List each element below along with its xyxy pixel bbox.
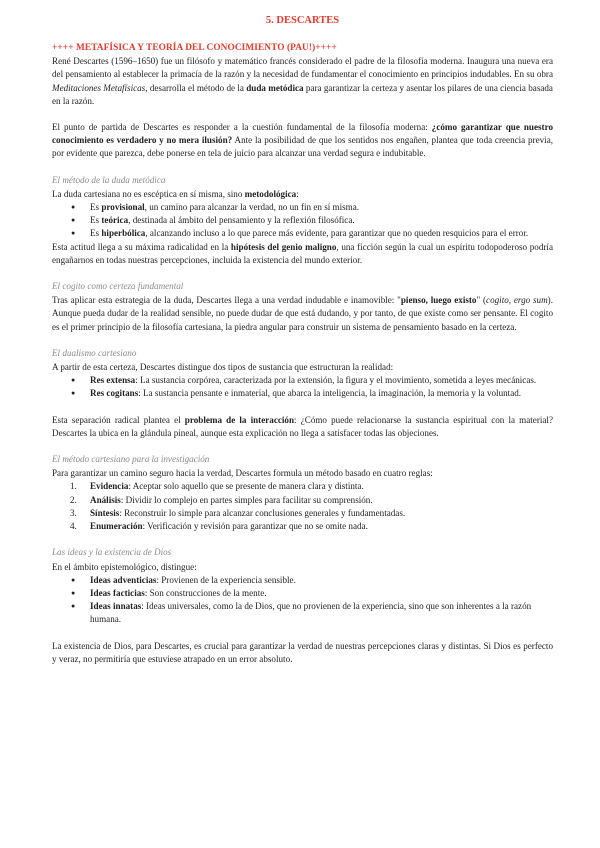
section-duda — [52, 174, 553, 267]
metodo-intro: Para garantizar un camino seguro hacia la verdad, Descartes formula un método basado en cuatro reglas: — [52, 468, 433, 479]
list-item: ● Res extensa: La sustancia corpórea, caracterizada por la extensión, la figura y el movimiento, sometida a leyes mecánicas. — [52, 374, 553, 387]
ideas-list — [52, 574, 553, 627]
cogito-paragraph: Tras aplicar esta estrategia de la duda, Descartes llega a una verdad indudable e inamovible: "pienso, luego existo" (cogito, ergo sum). Aunque pueda dudar de la realidad sensible, no puede dudar de que está dudando, y por tanto, de que existe como ser pensante. El cogito es el primer principio de la filosofía cartesiana, la piedra angular para construir un sistema de pensamiento basado en la certeza. — [52, 295, 553, 332]
list-item: ● Ideas facticias: Son construcciones de la mente. — [52, 587, 553, 600]
page-title: 5. DESCARTES — [265, 15, 340, 26]
section-heading-duda: El método de la duda metódica — [52, 174, 166, 185]
section-ideas — [52, 546, 553, 666]
list-item: ● Res cogitans: La sustancia pensante e inmaterial, que abarca la inteligencia, la imaginación, la memoria y la voluntad. — [52, 387, 553, 400]
section-metodo — [52, 453, 553, 533]
section-heading-ideas: Las ideas y la existencia de Dios — [52, 547, 172, 558]
section-cogito — [52, 280, 553, 334]
duda-list — [52, 201, 553, 241]
section-heading-dualismo: El dualismo cartesiano — [52, 347, 137, 358]
metodo-list — [52, 480, 553, 533]
ideas-intro: En el ámbito epistemológico, distingue: — [52, 561, 197, 572]
list-item: 1. Evidencia: Aceptar solo aquello que se presente de manera clara y distinta. — [70, 481, 364, 492]
intro-paragraph-1: René Descartes (1596–1650) fue un filósofo y matemático francés considerado el padre de la filosofía moderna. Inaugura una nueva era del pensamiento al establecer la primacía de la razón y la necesidad de fundamentar el conocimiento en principios indudables. En su obra Meditaciones Metafísicas, desarrolla el método de la duda metódica para garantizar la certeza y asentar los pilares de una ciencia basada en la razón. — [52, 56, 553, 106]
list-item: ● Ideas adventicias: Provienen de la experiencia sensible. — [52, 574, 553, 587]
section-dualismo — [52, 347, 553, 440]
intro-paragraph-2: El punto de partida de Descartes es responder a la cuestión fundamental de la filosofía moderna: ¿cómo garantizar que nuestro conocimiento es verdadero y no mera ilusión? Ante la posibilidad de que los sentidos nos engañen, plantea que toda creencia previa, por evidente que parezca, debe ponerse en tela de juicio para alcanzar una verdad segura e indubitable. — [52, 122, 553, 159]
section-subtitle: ++++ METAFÍSICA Y TEORÍA DEL CONOCIMIENTO (PAU!)++++ — [52, 43, 337, 53]
section-heading-metodo: El método cartesiano para la investigación — [52, 454, 210, 465]
list-item: ● Es teórica, destinada al ámbito del pensamiento y la reflexión filosófica. — [52, 214, 553, 227]
list-item: 3. Síntesis: Reconstruir lo simple para alcanzar conclusiones generales y fundamentadas. — [70, 507, 406, 518]
section-heading-cogito: El cogito como certeza fundamental — [52, 281, 184, 292]
list-item: 2. Análisis: Dividir lo complejo en partes simples para facilitar su comprensión. — [70, 494, 373, 505]
dualismo-list — [52, 374, 553, 400]
dualismo-intro: A partir de esta certeza, Descartes distingue dos tipos de sustancia que estructuran la realidad: — [52, 362, 394, 373]
duda-outro: Esta actitud llega a su máxima radicalidad en la hipótesis del genio maligno, una ficción según la cual un espíritu todopoderoso podría engañarnos en todas nuestras percepciones, incluida la existencia del mundo exterior. — [52, 241, 553, 265]
dualismo-outro: Esta separación radical plantea el problema de la interacción: ¿Cómo puede relacionarse la sustancia espiritual con la material? Descartes la ubica en la glándula pineal, aunque esta explicación no llega a satisfacer todas las objeciones. — [52, 414, 553, 438]
list-item: ● Ideas innatas: Ideas universales, como la de Dios, que no provienen de la experiencia, sino que son inherentes a la razón humana. — [52, 600, 553, 626]
ideas-outro: La existencia de Dios, para Descartes, es crucial para garantizar la verdad de nuestras percepciones claras y distintas. Si Dios es perfecto y veraz, no permitiría que estuviese atrapado en un error absoluto. — [52, 640, 553, 664]
list-item: ● Es provisional, un camino para alcanzar la verdad, no un fin en sí misma. — [52, 201, 553, 214]
duda-intro: La duda cartesiana no es escéptica en sí misma, sino metodológica: — [52, 188, 299, 199]
list-item: 4. Enumeración: Verificación y revisión para garantizar que no se omite nada. — [70, 521, 368, 532]
list-item: ● Es hiperbólica, alcanzando incluso a lo que parece más evidente, para garantizar que no queden resquicios para el error. — [52, 227, 553, 240]
